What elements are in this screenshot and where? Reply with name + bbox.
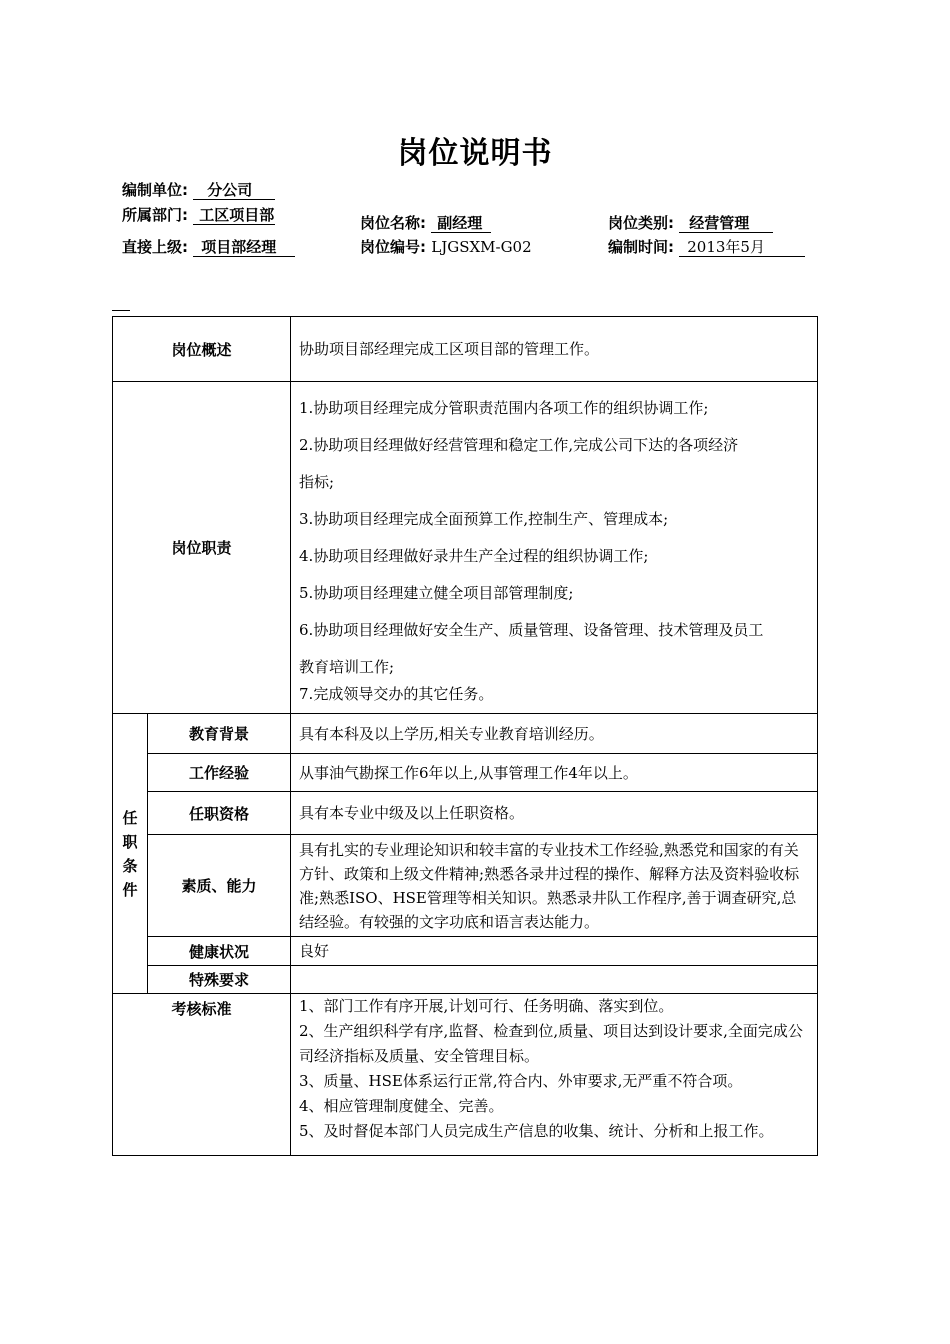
experience-text: 从事油气勘探工作6年以上,从事管理工作4年以上。 xyxy=(291,754,818,792)
assessment-item: 5、及时督促本部门人员完成生产信息的收集、统计、分析和上报工作。 xyxy=(299,1122,774,1140)
duty-item: 1.协助项目经理完成分管职责范围内各项工作的组织协调工作; xyxy=(299,398,709,417)
duties-row xyxy=(113,382,818,714)
duty-item: 4.协助项目经理做好录井生产全过程的组织协调工作; xyxy=(299,546,649,565)
superior-value: 项目部经理 xyxy=(193,238,295,257)
duty-item: 5.协助项目经理建立健全项目部管理制度; xyxy=(299,583,574,602)
superior-field xyxy=(122,236,295,257)
page-title: 岗位说明书 xyxy=(397,136,553,171)
duties-label: 岗位职责 xyxy=(113,382,291,714)
duty-item: 2.协助项目经理做好经营管理和稳定工作,完成公司下达的各项经济 xyxy=(299,435,739,454)
date-label: 编制时间: xyxy=(608,238,674,256)
overview-row xyxy=(113,317,818,382)
qualification-row xyxy=(113,966,818,994)
assessment-item: 2、生产组织科学有序,监督、检查到位,质量、项目达到设计要求,全面完成公司经济指标及质量、安全管理目标。 xyxy=(299,1022,803,1065)
dept-label: 所属部门: xyxy=(122,206,188,224)
qualification-row xyxy=(113,937,818,966)
position-code-value: LJGSXM-G02 xyxy=(431,238,532,256)
category-value: 经营管理 xyxy=(679,214,773,233)
unit-label: 编制单位: xyxy=(122,181,188,199)
position-name-value: 副经理 xyxy=(431,214,491,233)
date-value: 2013年5月 xyxy=(679,238,805,257)
ability-label: 素质、能力 xyxy=(148,835,291,937)
special-label: 特殊要求 xyxy=(148,966,291,994)
assessment-list xyxy=(291,994,818,1156)
duty-item: 3.协助项目经理完成全面预算工作,控制生产、管理成本; xyxy=(299,509,669,528)
duties-list xyxy=(291,382,818,714)
assessment-item: 4、相应管理制度健全、完善。 xyxy=(299,1097,504,1115)
certification-label: 任职资格 xyxy=(148,792,291,835)
position-code-label: 岗位编号: xyxy=(360,238,426,256)
qualification-row xyxy=(113,754,818,792)
education-label: 教育背景 xyxy=(148,714,291,754)
qualification-row xyxy=(113,835,818,937)
dept-value: 工区项目部 xyxy=(193,206,275,225)
unit-field xyxy=(122,179,275,200)
category-label: 岗位类别: xyxy=(608,214,674,232)
overview-label: 岗位概述 xyxy=(113,317,291,382)
overview-text: 协助项目部经理完成工区项目部的管理工作。 xyxy=(291,317,818,382)
qualification-row xyxy=(113,792,818,835)
health-text: 良好 xyxy=(291,937,818,966)
category-field xyxy=(608,212,773,233)
position-code-field xyxy=(360,236,538,257)
corner-mark xyxy=(112,310,130,311)
assessment-row xyxy=(113,994,818,1156)
position-name-label: 岗位名称: xyxy=(360,214,426,232)
superior-label: 直接上级: xyxy=(122,238,188,256)
date-field xyxy=(608,236,805,257)
duty-item: 指标; xyxy=(299,472,335,491)
duty-item: 教育培训工作; xyxy=(299,657,395,676)
assessment-label: 考核标准 xyxy=(113,994,291,1156)
assessment-item: 1、部门工作有序开展,计划可行、任务明确、落实到位。 xyxy=(299,997,674,1015)
assessment-item: 3、质量、HSE体系运行正常,符合内、外审要求,无严重不符合项。 xyxy=(299,1072,743,1090)
education-text: 具有本科及以上学历,相关专业教育培训经历。 xyxy=(291,714,818,754)
unit-value: 分公司 xyxy=(193,181,275,200)
qualifications-group-label: 任 职 条 件 xyxy=(113,714,148,994)
special-text xyxy=(291,966,818,994)
health-label: 健康状况 xyxy=(148,937,291,966)
dept-field xyxy=(122,204,275,225)
position-name-field xyxy=(360,212,491,233)
job-description-table xyxy=(112,316,818,1156)
certification-text: 具有本专业中级及以上任职资格。 xyxy=(291,792,818,835)
duty-item: 6.协助项目经理做好安全生产、质量管理、设备管理、技术管理及员工 xyxy=(299,620,764,639)
experience-label: 工作经验 xyxy=(148,754,291,792)
ability-text: 具有扎实的专业理论知识和较丰富的专业技术工作经验,熟悉党和国家的有关方针、政策和上级文件精神;熟悉各录井过程的操作、解释方法及资料验收标准;熟悉ISO、HSE管理等相关知识。熟悉录井队工作程序,善于调查研究,总结经验。有较强的文字功底和语言表达能力。 xyxy=(291,835,818,937)
qualification-row xyxy=(113,714,818,754)
duty-item: 7.完成领导交办的其它任务。 xyxy=(299,684,494,703)
